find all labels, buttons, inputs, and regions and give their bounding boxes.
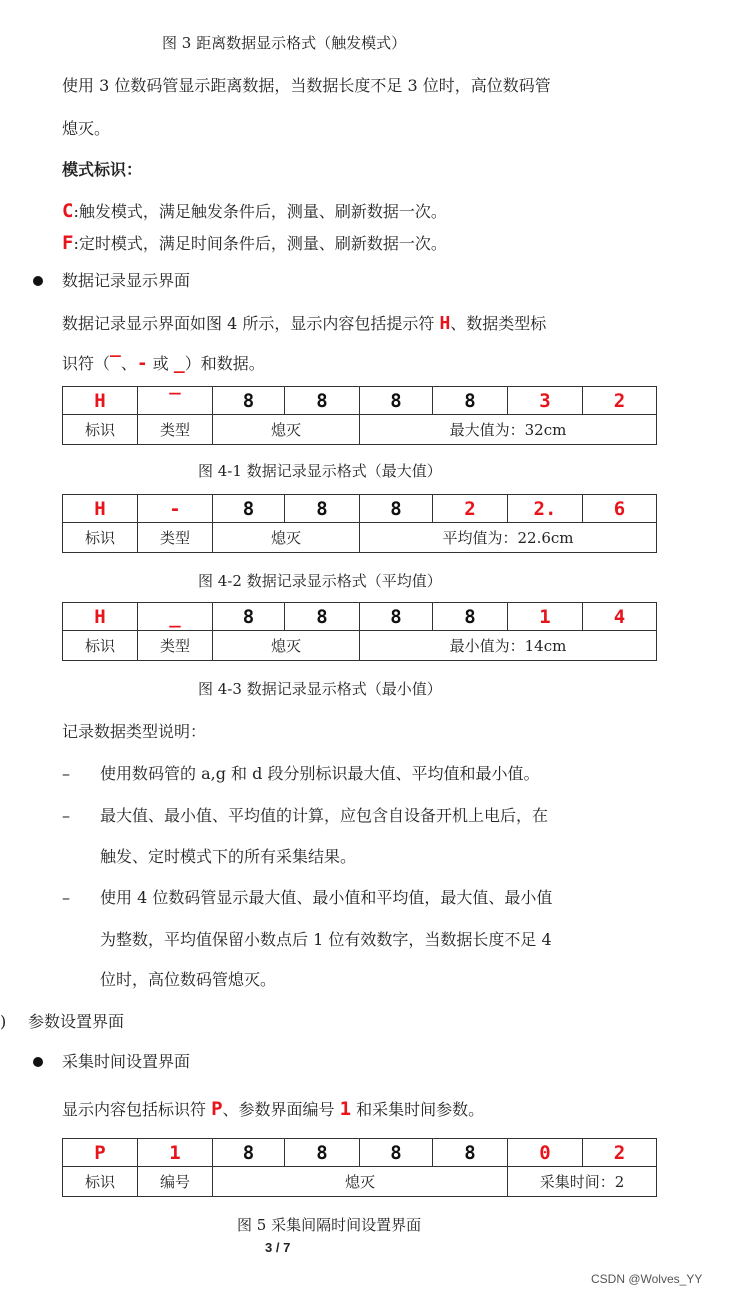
digit-cell: 8 xyxy=(285,603,360,631)
collect-1-symbol: 1 xyxy=(339,1098,352,1120)
type-min-symbol: _ xyxy=(173,353,185,374)
fig3-caption: 图 3 距离数据显示格式（触发模式） xyxy=(162,34,407,52)
label-type: 类型 xyxy=(138,523,213,553)
digit-cell: 8 xyxy=(213,495,285,523)
label-value: 采集时间：2 xyxy=(508,1167,657,1197)
digit-cell: 2 xyxy=(583,1139,657,1167)
digit-cell: H xyxy=(63,495,138,523)
digit-cell: 1 xyxy=(508,603,583,631)
digit-cell: 8 xyxy=(433,603,508,631)
digit-cell: 8 xyxy=(213,387,285,415)
digit-cell: _ xyxy=(138,603,213,631)
digit-cell: 2 xyxy=(583,387,657,415)
distance-paragraph-line2: 熄灭。 xyxy=(62,119,111,138)
list-item-1: 使用数码管的 a,g 和 d 段分别标识最大值、平均值和最小值。 xyxy=(100,764,540,783)
type-max-symbol: ‾ xyxy=(110,353,121,374)
digit-cell: - xyxy=(138,495,213,523)
table-max xyxy=(62,386,657,445)
digit-cell: 2. xyxy=(508,495,583,523)
table-min xyxy=(62,602,657,661)
label-off: 熄灭 xyxy=(213,631,360,661)
label-off: 熄灭 xyxy=(213,523,360,553)
bullet-icon xyxy=(33,1057,43,1067)
digit-cell: 8 xyxy=(285,495,360,523)
collect-heading: 采集时间设置界面 xyxy=(62,1052,191,1071)
digit-cell: ‾ xyxy=(138,387,213,415)
label-id: 标识 xyxy=(63,631,138,661)
distance-paragraph-line1: 使用 3 位数码管显示距离数据，当数据长度不足 3 位时，高位数码管 xyxy=(62,76,551,95)
record-para-sep1: 、 xyxy=(120,354,137,373)
mode-heading: 模式标识： xyxy=(62,160,143,179)
label-id: 标识 xyxy=(63,1167,138,1197)
label-off: 熄灭 xyxy=(213,1167,508,1197)
mode-f-line xyxy=(62,233,447,254)
label-type: 类型 xyxy=(138,631,213,661)
fig42-caption: 图 4-2 数据记录显示格式（平均值） xyxy=(198,572,442,590)
mode-f-symbol: F xyxy=(62,232,74,254)
collect-para-text-c: 和采集时间参数。 xyxy=(351,1100,485,1119)
page-number: 3 / 7 xyxy=(265,1240,291,1255)
label-value: 最大值为：32cm xyxy=(360,415,657,445)
label-value: 最小值为：14cm xyxy=(360,631,657,661)
digit-cell: 1 xyxy=(138,1139,213,1167)
digit-cell: 8 xyxy=(433,1139,508,1167)
type-avg-symbol: - xyxy=(136,353,148,374)
dash-marker: – xyxy=(62,888,70,907)
fig43-caption: 图 4-3 数据记录显示格式（最小值） xyxy=(198,680,442,698)
record-paragraph-line1 xyxy=(62,314,546,334)
digit-cell: 8 xyxy=(213,1139,285,1167)
digit-cell: H xyxy=(63,387,138,415)
label-off: 熄灭 xyxy=(213,415,360,445)
digit-cell: 6 xyxy=(583,495,657,523)
mode-c-line xyxy=(62,201,447,222)
table-avg xyxy=(62,494,657,553)
digit-cell: 8 xyxy=(360,1139,433,1167)
mode-c-symbol: C xyxy=(62,200,74,222)
digit-cell: 0 xyxy=(508,1139,583,1167)
digit-cell: 8 xyxy=(433,387,508,415)
digit-cell: 8 xyxy=(213,603,285,631)
collect-para-text-b: 、参数界面编号 xyxy=(222,1100,340,1119)
digit-cell: 8 xyxy=(360,387,433,415)
digit-cell: 4 xyxy=(583,603,657,631)
digit-cell: P xyxy=(63,1139,138,1167)
collect-paragraph xyxy=(62,1099,484,1120)
record-paragraph-line2 xyxy=(62,354,265,374)
watermark: CSDN @Wolves_YY xyxy=(591,1272,703,1286)
digit-cell: 2 xyxy=(433,495,508,523)
record-h-symbol: H xyxy=(439,313,451,334)
record-para-text-a: 数据记录显示界面如图 4 所示，显示内容包括提示符 xyxy=(62,314,440,333)
digit-cell: H xyxy=(63,603,138,631)
list-item-3-line3: 位时，高位数码管熄灭。 xyxy=(100,970,277,989)
list-item-3-line2: 为整数，平均值保留小数点后 1 位有效数字，当数据长度不足 4 xyxy=(100,930,552,949)
table-collect xyxy=(62,1138,657,1197)
record-para-text-c: 识符（ xyxy=(62,354,111,373)
digit-cell: 8 xyxy=(360,495,433,523)
digit-cell: 8 xyxy=(360,603,433,631)
mode-c-text: :触发模式，满足触发条件后，测量、刷新数据一次。 xyxy=(73,202,447,221)
fig41-caption: 图 4-1 数据记录显示格式（最大值） xyxy=(198,462,442,480)
mode-f-text: :定时模式，满足时间条件后，测量、刷新数据一次。 xyxy=(73,234,447,253)
fig5-caption: 图 5 采集间隔时间设置界面 xyxy=(237,1216,422,1234)
bullet-icon xyxy=(33,276,43,286)
label-id: 标识 xyxy=(63,415,138,445)
collect-para-text-a: 显示内容包括标识符 xyxy=(62,1100,212,1119)
label-num: 编号 xyxy=(138,1167,213,1197)
list-item-3-line1: 使用 4 位数码管显示最大值、最小值和平均值，最大值、最小值 xyxy=(100,888,553,907)
digit-cell: 8 xyxy=(285,387,360,415)
label-type: 类型 xyxy=(138,415,213,445)
record-para-text-d: ）和数据。 xyxy=(184,354,265,373)
list-item-2-line1: 最大值、最小值、平均值的计算，应包含自设备开机上电后，在 xyxy=(100,806,549,825)
record-types-heading: 记录数据类型说明： xyxy=(62,722,207,741)
dash-marker: – xyxy=(62,806,70,825)
digit-cell: 8 xyxy=(285,1139,360,1167)
digit-cell: 3 xyxy=(508,387,583,415)
list-item-2-line2: 触发、定时模式下的所有采集结果。 xyxy=(100,847,357,866)
record-para-sep2: 或 xyxy=(147,354,174,373)
record-para-text-b: 、数据类型标 xyxy=(450,314,547,333)
collect-p-symbol: P xyxy=(211,1098,223,1120)
record-heading: 数据记录显示界面 xyxy=(62,271,191,290)
label-id: 标识 xyxy=(63,523,138,553)
section-marker: ) xyxy=(0,1012,7,1031)
section-param-heading: 参数设置界面 xyxy=(28,1012,125,1031)
label-value: 平均值为：22.6cm xyxy=(360,523,657,553)
dash-marker: – xyxy=(62,764,70,783)
